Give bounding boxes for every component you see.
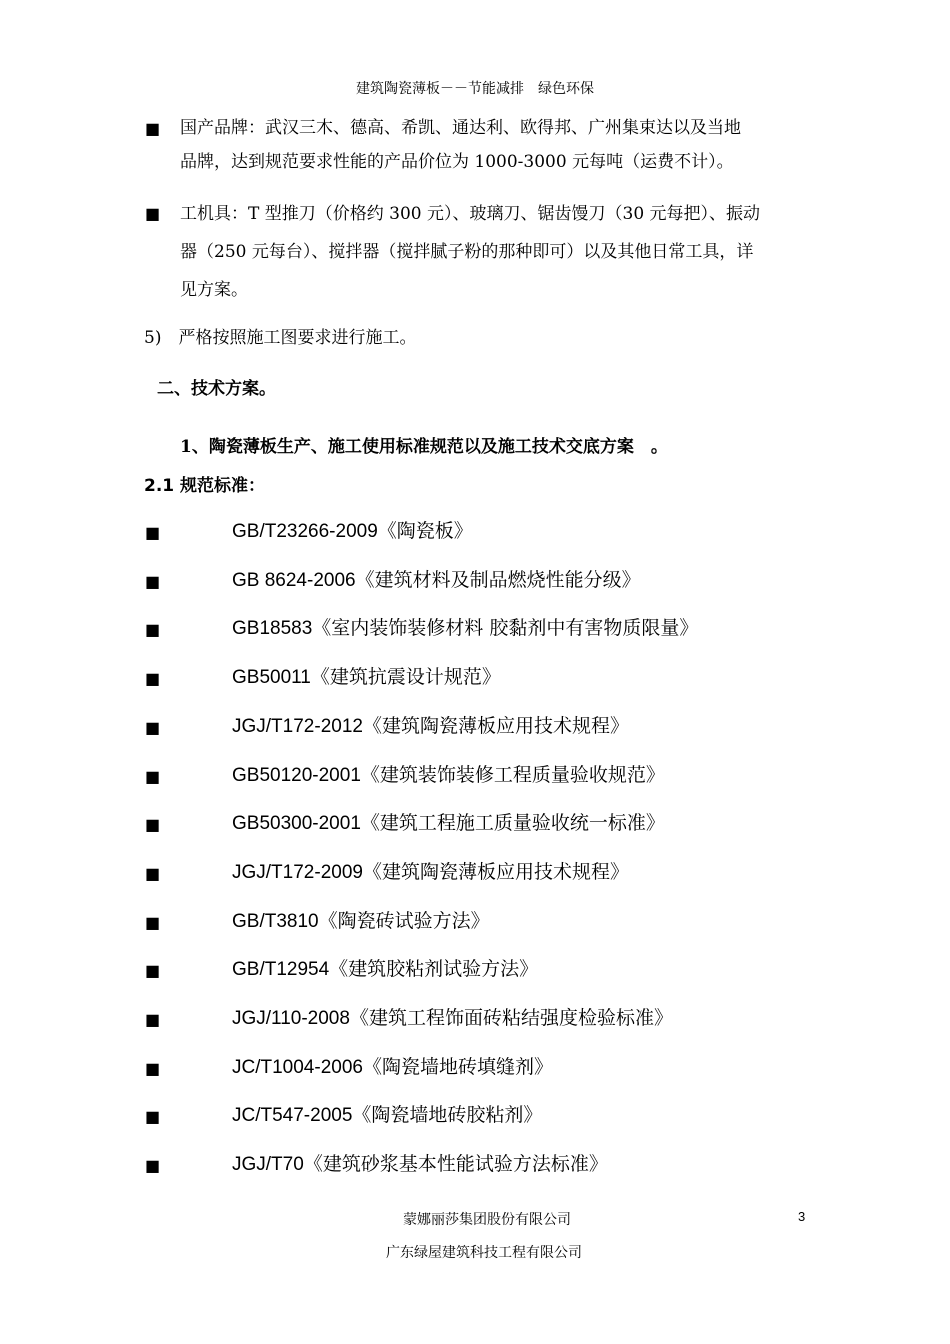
standard-code: GB50120-2001: [232, 764, 361, 786]
page-header: 建筑陶瓷薄板－－节能减排 绿色环保: [356, 81, 594, 97]
standard-code: JC/T547-2005: [232, 1105, 353, 1127]
standard-title: 《建筑胶粘剂试验方法》: [329, 958, 539, 981]
standard-title: 《建筑陶瓷薄板应用技术规程》: [362, 860, 629, 883]
standard-code: GB 8624-2006: [232, 569, 356, 591]
standard-item: [232, 907, 490, 936]
bullet-square-icon: ■: [145, 961, 161, 981]
paragraph-line: 品牌，达到规范要求性能的产品价位为 1000-3000 元每吨（运费不计）。: [180, 152, 734, 172]
standard-code: GB50011: [232, 667, 311, 689]
standard-item: [232, 1004, 673, 1033]
footer-company: 蒙娜丽莎集团股份有限公司: [403, 1212, 571, 1228]
standard-title: 《建筑抗震设计规范》: [310, 666, 501, 689]
standard-code: GB50300-2001: [232, 813, 361, 835]
standard-title: 《建筑砂浆基本性能试验方法标准》: [303, 1153, 608, 1176]
standard-item: [232, 517, 473, 546]
bullet-square-icon: ■: [145, 717, 161, 737]
standard-item: [232, 614, 698, 643]
standard-item: [232, 809, 665, 838]
standard-title: 《建筑工程饰面砖粘结强度检验标准》: [349, 1007, 673, 1029]
sub-heading: 1、陶瓷薄板生产、施工使用标准规范以及施工技术交底方案 。: [180, 437, 668, 457]
standard-code: JC/T1004-2006: [232, 1056, 363, 1078]
standard-code: JGJ/T172-2009: [232, 861, 363, 883]
paragraph-line: 国产品牌：武汉三木、德高、希凯、通达利、欧得邦、广州集束达以及当地: [180, 118, 741, 138]
standard-item: [232, 858, 629, 887]
page-number: 3: [798, 1209, 806, 1224]
standard-item: [232, 1150, 608, 1179]
standard-title: 《室内装饰装修材料 胶黏剂中有害物质限量》: [312, 617, 699, 640]
bullet-square-icon: ■: [145, 1010, 161, 1029]
numbered-item: 5) 严格按照施工图要求进行施工。: [144, 328, 417, 348]
bullet-square-icon: ■: [145, 204, 161, 223]
bullet-square-icon: ■: [145, 1107, 161, 1127]
standard-code: JGJ/T70: [232, 1154, 304, 1176]
standard-code: GB/T12954: [232, 959, 330, 981]
standard-code: JGJ/T172-2012: [232, 715, 363, 737]
paragraph-line: 见方案。: [180, 280, 248, 300]
standard-item: [232, 566, 641, 595]
standard-title: 《陶瓷板》: [377, 520, 473, 542]
subsub-heading: 2.1 规范标准：: [144, 476, 266, 496]
standard-title: 《建筑装饰装修工程质量验收规范》: [360, 763, 665, 786]
bullet-square-icon: ■: [145, 815, 161, 835]
standard-item: [232, 663, 501, 692]
standard-title: 《陶瓷墙地砖填缝剂》: [362, 1055, 553, 1078]
bullet-square-icon: ■: [145, 571, 161, 591]
standard-title: 《陶瓷砖试验方法》: [318, 909, 490, 932]
standard-item: [232, 712, 629, 741]
standard-code: JGJ/110-2008: [232, 1008, 350, 1029]
bullet-square-icon: ■: [145, 766, 161, 786]
section-heading: 二、技术方案。: [157, 379, 276, 399]
standard-title: 《建筑材料及制品燃烧性能分级》: [355, 568, 641, 591]
paragraph-line: 工机具：T 型推刀（价格约 300 元）、玻璃刀、锯齿馒刀（30 元每把）、振动: [180, 204, 761, 224]
standard-title: 《建筑陶瓷薄板应用技术规程》: [362, 714, 629, 737]
standard-item: [232, 761, 665, 790]
standard-code: GB/T3810: [232, 910, 319, 932]
standard-title: 《建筑工程施工质量验收统一标准》: [360, 812, 665, 835]
bullet-square-icon: ■: [145, 1058, 161, 1078]
standard-code: GB18583: [232, 618, 313, 640]
bullet-square-icon: ■: [145, 620, 161, 640]
standard-code: GB/T23266-2009: [232, 521, 378, 542]
bullet-square-icon: ■: [145, 912, 161, 932]
bullet-square-icon: ■: [145, 863, 161, 883]
bullet-square-icon: ■: [145, 119, 161, 138]
standard-item: [232, 955, 538, 984]
standard-title: 《陶瓷墙地砖胶粘剂》: [352, 1104, 543, 1127]
bullet-square-icon: ■: [145, 669, 161, 689]
bullet-square-icon: ■: [145, 1156, 161, 1176]
standard-item: [232, 1101, 542, 1130]
paragraph-line: 器（250 元每台）、搅拌器（搅拌腻子粉的那种即可）以及其他日常工具，详: [180, 242, 754, 262]
footer-company: 广东绿屋建筑科技工程有限公司: [386, 1245, 582, 1261]
bullet-square-icon: ■: [145, 523, 161, 542]
standard-item: [232, 1053, 553, 1082]
